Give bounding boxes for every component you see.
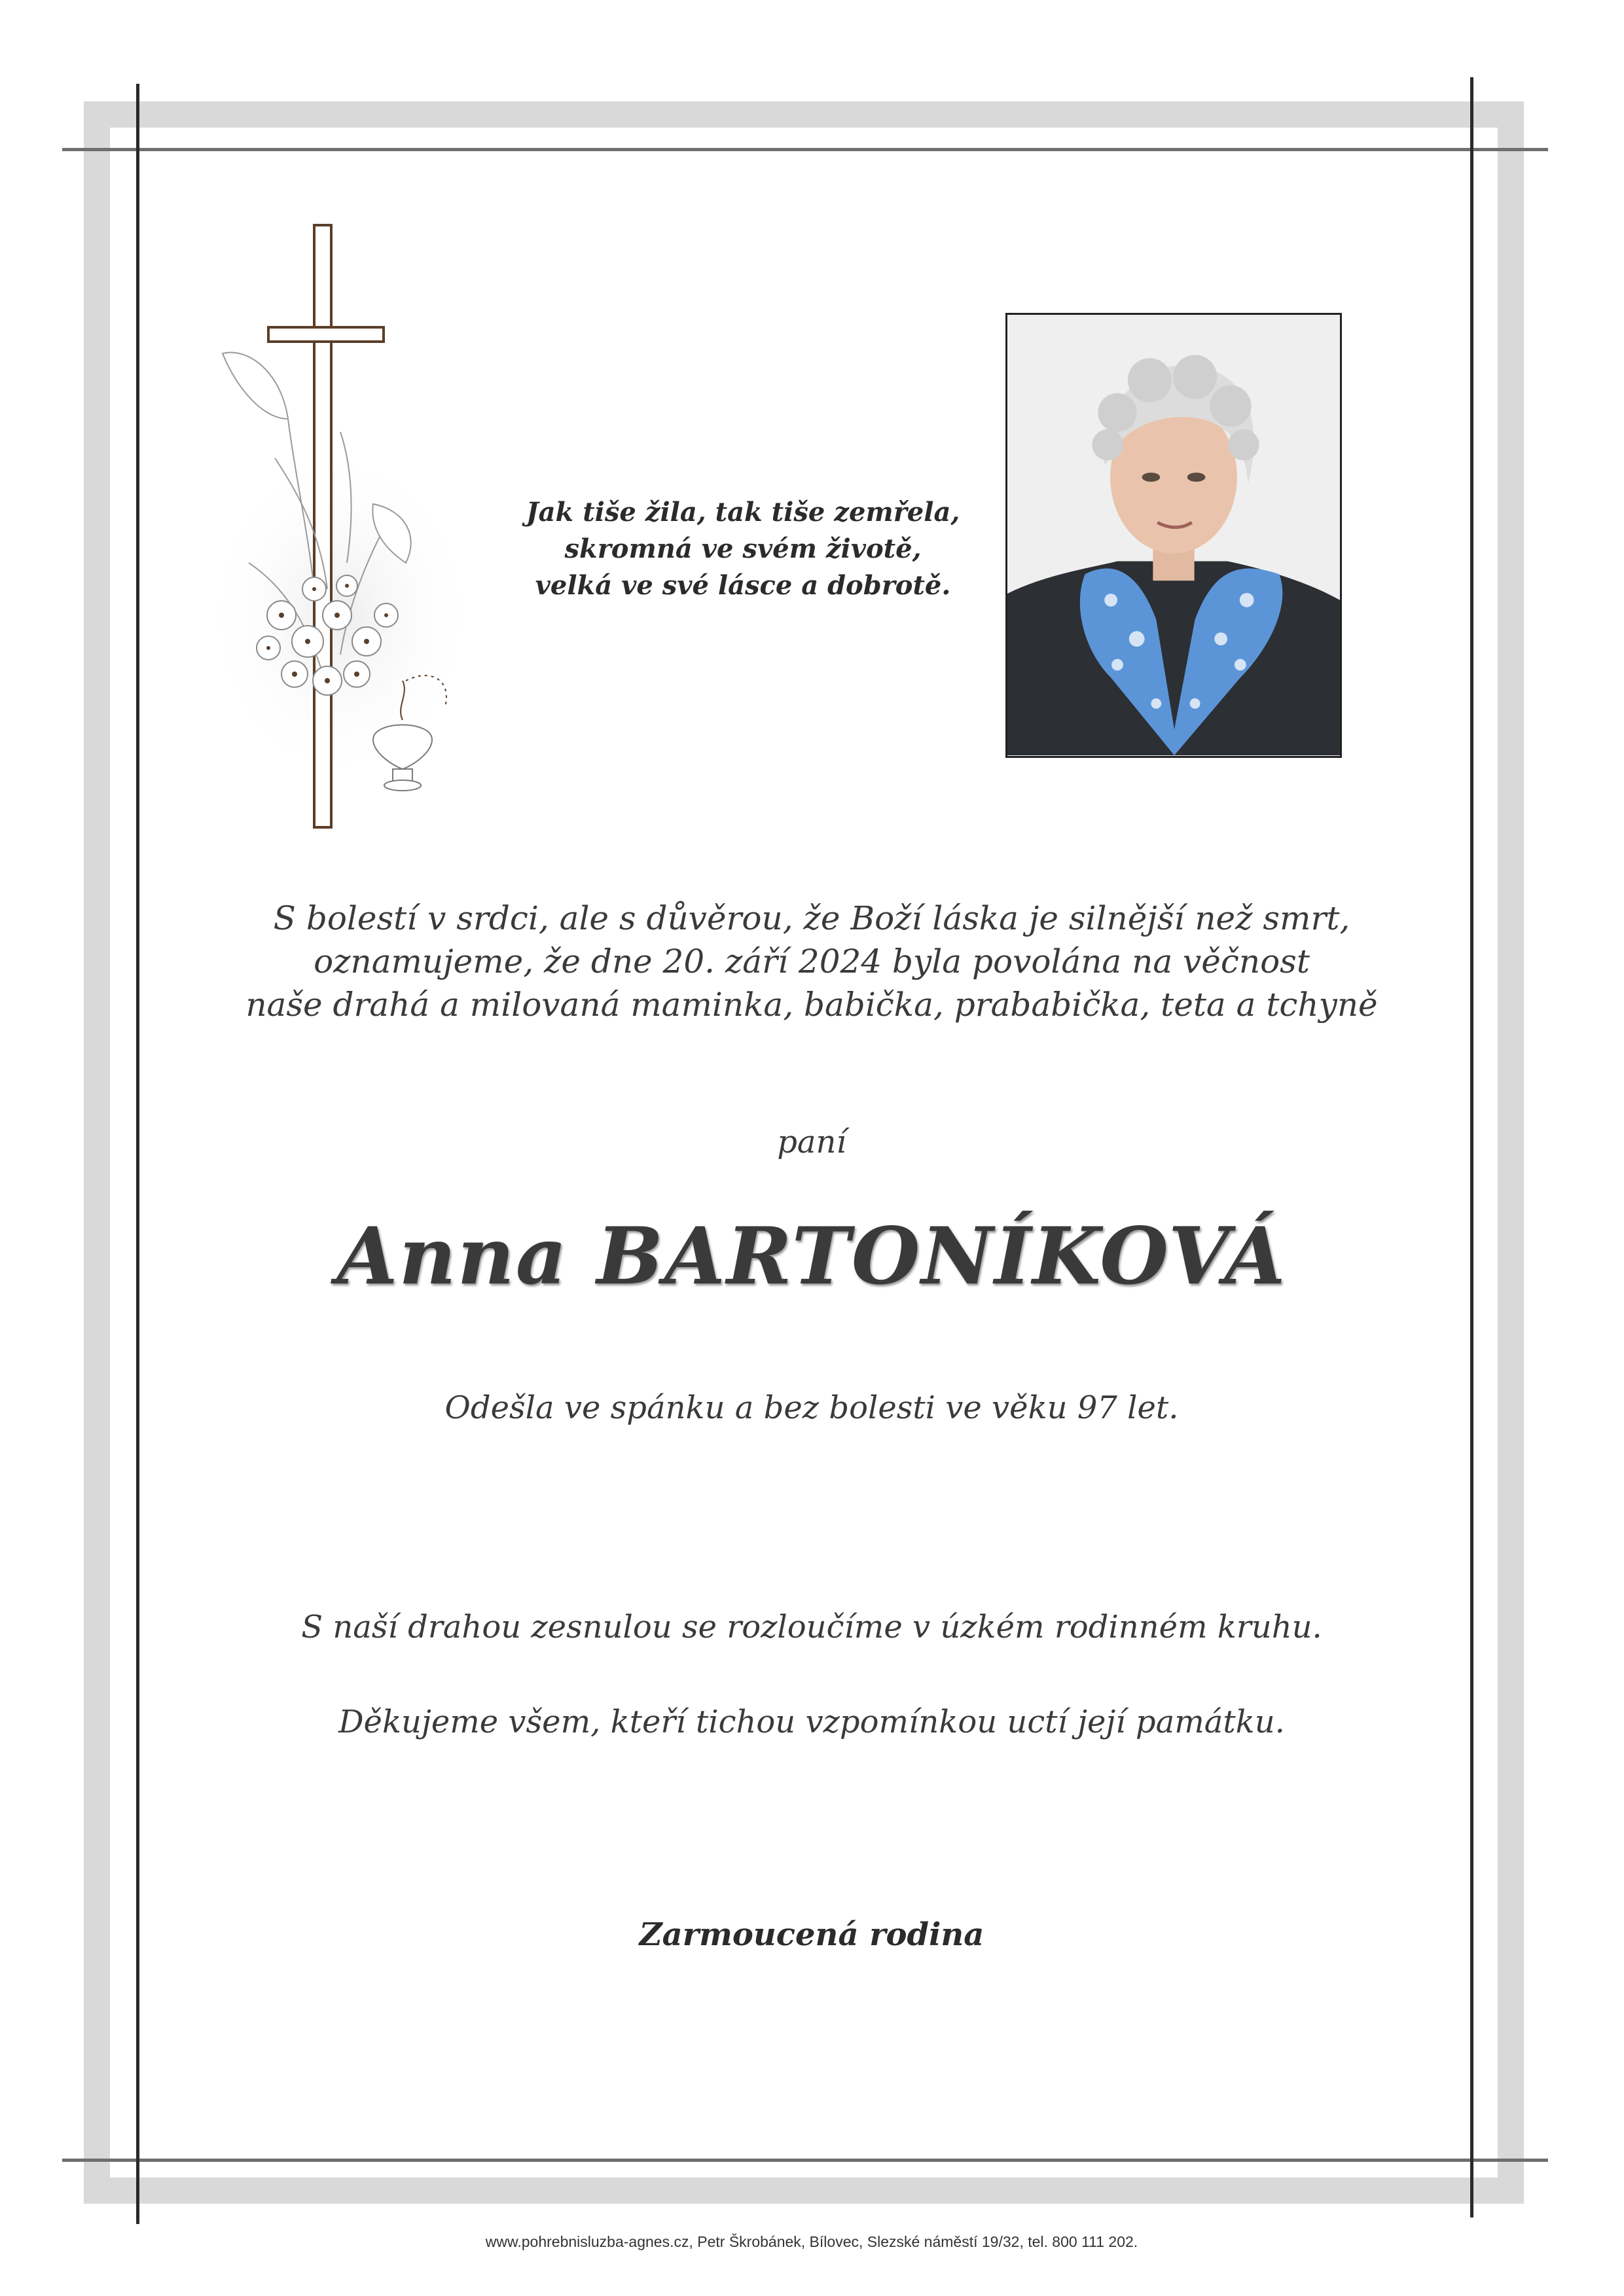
announcement-line-3: naše drahá a milovaná maminka, babička, prababička, teta a tchyně — [245, 986, 1378, 1024]
verse-line-3: velká ve své lásce a dobrotě. — [535, 570, 951, 601]
portrait-photo — [1005, 313, 1342, 758]
announcement-line-2: oznamujeme, že dne 20. září 2024 byla povolána na věčnost — [314, 942, 1310, 980]
top-rule — [62, 148, 1548, 151]
verse-line-1: Jak tiše žila, tak tiše zemřela, — [526, 497, 960, 528]
bottom-rule — [62, 2159, 1548, 2162]
farewell-statement: S naší drahou zesnulou se rozloučíme v úzkém rodinném kruhu. — [301, 1609, 1322, 1645]
deceased-name: Anna BARTONÍKOVÁ — [336, 1210, 1287, 1302]
age-statement: Odešla ve spánku a bez bolesti ve věku 97 let. — [444, 1390, 1179, 1426]
portrait-icon — [1007, 315, 1340, 756]
thanks-statement: Děkujeme všem, kteří tichou vzpomínkou uctí její památku. — [338, 1704, 1285, 1740]
salutation: paní — [777, 1124, 846, 1160]
cross-with-lilies-icon — [209, 223, 504, 831]
verse-line-2: skromná ve svém životě, — [564, 533, 922, 564]
funeral-service-footer: www.pohrebnisluzba-agnes.cz, Petr Škrobánek, Bílovec, Slezské náměstí 19/32, tel. 800 111 202. — [485, 2233, 1138, 2250]
family-signature: Zarmoucená rodina — [639, 1916, 984, 1953]
death-announcement — [131, 897, 1492, 1026]
memorial-verse — [511, 494, 975, 604]
announcement-line-1: S bolestí v srdci, ale s důvěrou, že Boží láska je silnější než smrt, — [273, 899, 1350, 937]
